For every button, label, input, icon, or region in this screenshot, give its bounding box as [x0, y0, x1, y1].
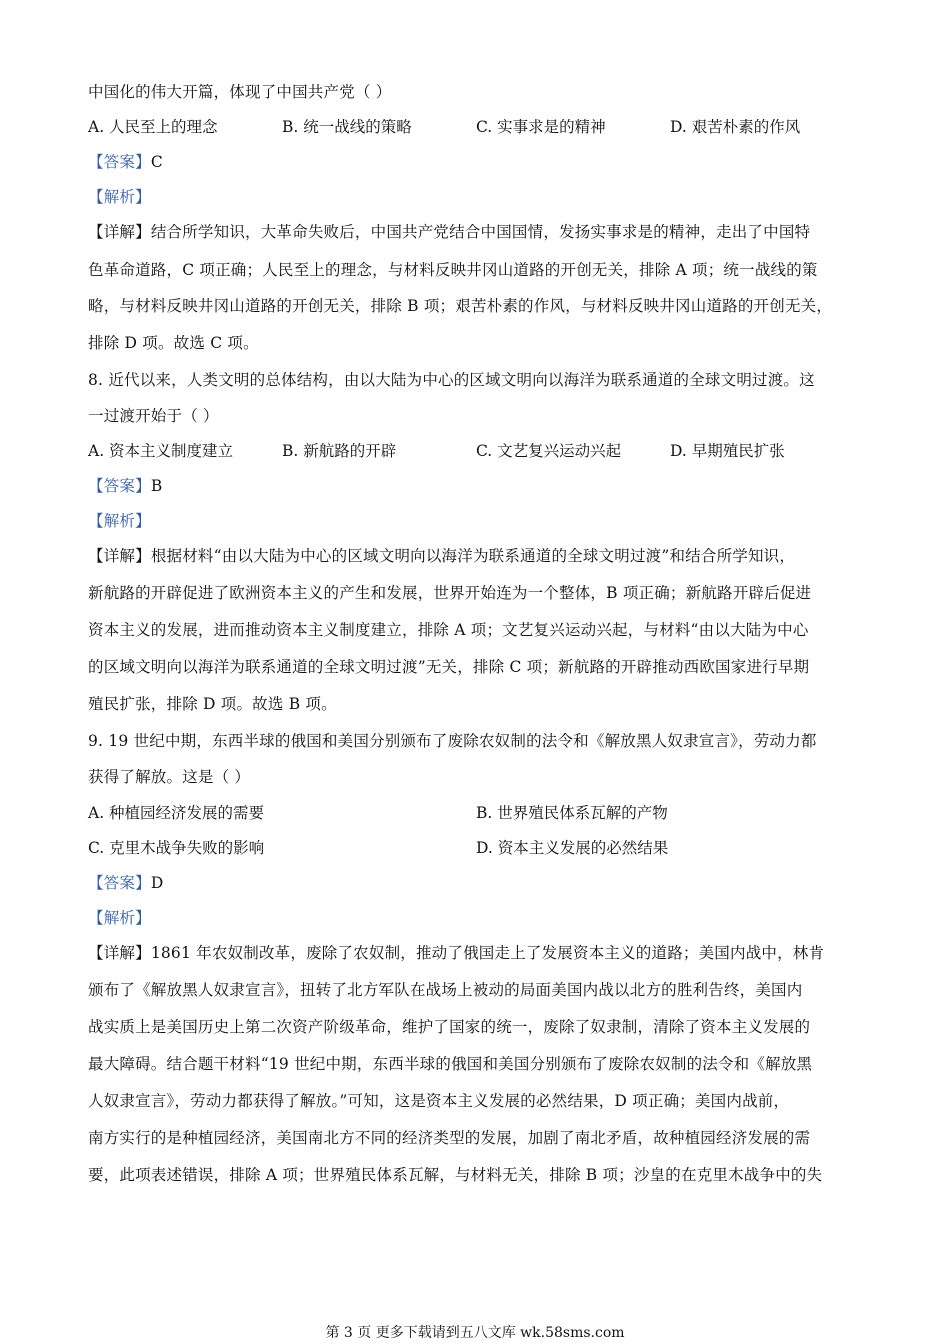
answer-tag: 【答案】	[88, 477, 151, 495]
q9-option-d: D. 资本主义发展的必然结果	[476, 839, 669, 857]
q8-option-b: B. 新航路的开辟	[282, 442, 397, 460]
q7-detail-line: 排除 D 项。故选 C 项。	[88, 334, 259, 352]
q8-answer	[88, 476, 868, 496]
q9-stem-line: 获得了解放。这是（ ）	[88, 768, 251, 786]
answer-tag: 【答案】	[88, 153, 151, 171]
detail-tag: 【详解】	[88, 547, 151, 565]
q8-stem-line: 8. 近代以来，人类文明的总体结构，由以大陆为中心的区域文明向以海洋为联系通道的全球文明过渡。这	[88, 371, 815, 389]
q8-option-a: A. 资本主义制度建立	[88, 442, 234, 460]
q9-stem-line: 9. 19 世纪中期，东西半球的俄国和美国分别颁布了废除农奴制的法令和《解放黑人奴隶宣言》，劳动力都	[88, 732, 817, 750]
q9-detail-line	[88, 943, 868, 963]
detail-tag: 【详解】	[88, 223, 151, 241]
q8-analysis-tag: 【解析】	[88, 512, 151, 530]
q7-option-c: C. 实事求是的精神	[476, 118, 606, 136]
q8-detail-line: 殖民扩张，排除 D 项。故选 B 项。	[88, 695, 337, 713]
q9-detail-line: 战实质上是美国历史上第二次资产阶级革命，维护了国家的统一，废除了奴隶制，清除了资本主义发展的	[88, 1018, 811, 1036]
q9-detail-line: 南方实行的是种植园经济，美国南北方不同的经济类型的发展，加剧了南北矛盾，故种植园经济发展的需	[88, 1129, 811, 1147]
detail-text: 1861 年农奴制改革，废除了农奴制，推动了俄国走上了发展资本主义的道路；美国内战中，林肯	[150, 944, 825, 962]
q9-detail-line: 要，此项表述错误，排除 A 项；世界殖民体系瓦解，与材料无关，排除 B 项；沙皇的在克里木战争中的失	[88, 1166, 823, 1184]
q7-option-d: D. 艰苦朴素的作风	[670, 118, 801, 136]
q9-detail-line: 颁布了《解放黑人奴隶宣言》，扭转了北方军队在战场上被动的局面美国内战以北方的胜利告终，美国内	[88, 981, 803, 999]
q8-option-c: C. 文艺复兴运动兴起	[476, 442, 622, 460]
answer-value: D	[150, 874, 164, 892]
q8-detail-line: 的区域文明向以海洋为联系通道的全球文明过渡”无关，排除 C 项；新航路的开辟推动西欧国家进行早期	[88, 658, 810, 676]
detail-text: 结合所学知识，大革命失败后，中国共产党结合中国国情，发扬实事求是的精神，走出了中国特	[150, 223, 811, 241]
q7-analysis-tag: 【解析】	[88, 188, 151, 206]
q9-option-b: B. 世界殖民体系瓦解的产物	[476, 804, 668, 822]
q9-detail-line: 人奴隶宣言》，劳动力都获得了解放。”可知，这是资本主义发展的必然结果，D 项正确；美国内战前，	[88, 1092, 790, 1110]
q9-analysis-tag: 【解析】	[88, 909, 151, 927]
detail-text: 根据材料“由以大陆为中心的区域文明向以海洋为联系通道的全球文明过渡”和结合所学知识，	[150, 547, 796, 565]
q7-stem: 中国化的伟大开篇，体现了中国共产党（ ）	[88, 83, 392, 101]
q7-option-b: B. 统一战线的策略	[282, 118, 412, 136]
q7-detail-line: 略，与材料反映井冈山道路的开创无关，排除 B 项；艰苦朴素的作风，与材料反映井冈山道路的开创无关，	[88, 297, 833, 315]
q8-detail-line: 新航路的开辟促进了欧洲资本主义的产生和发展，世界开始连为一个整体，B 项正确；新航路开辟后促进	[88, 584, 812, 602]
q8-detail-line: 资本主义的发展，进而推动资本主义制度建立，排除 A 项；文艺复兴运动兴起，与材料“由以大陆为中心	[88, 621, 809, 639]
q7-option-a: A. 人民至上的理念	[88, 118, 218, 136]
answer-value: B	[150, 477, 163, 495]
q8-option-d: D. 早期殖民扩张	[670, 442, 785, 460]
page-footer: 第 3 页 更多下载请到五八文库 wk.58sms.com	[325, 1325, 625, 1341]
q7-detail-line: 色革命道路，C 项正确；人民至上的理念，与材料反映井冈山道路的开创无关，排除 A 项；统一战线的策	[88, 261, 818, 279]
q9-answer	[88, 873, 868, 893]
answer-value: C	[150, 153, 163, 171]
q9-detail-line: 最大障碍。结合题干材料“19 世纪中期，东西半球的俄国和美国分别颁布了废除农奴制的法令和《解放黑	[88, 1055, 813, 1073]
q8-detail-line	[88, 546, 868, 566]
answer-tag: 【答案】	[88, 874, 151, 892]
detail-tag: 【详解】	[88, 944, 151, 962]
q9-option-c: C. 克里木战争失败的影响	[88, 839, 265, 857]
q9-option-a: A. 种植园经济发展的需要	[88, 804, 265, 822]
q7-answer	[88, 152, 868, 172]
q8-stem-line: 一过渡开始于（ ）	[88, 407, 219, 425]
q7-detail-line	[88, 222, 868, 242]
